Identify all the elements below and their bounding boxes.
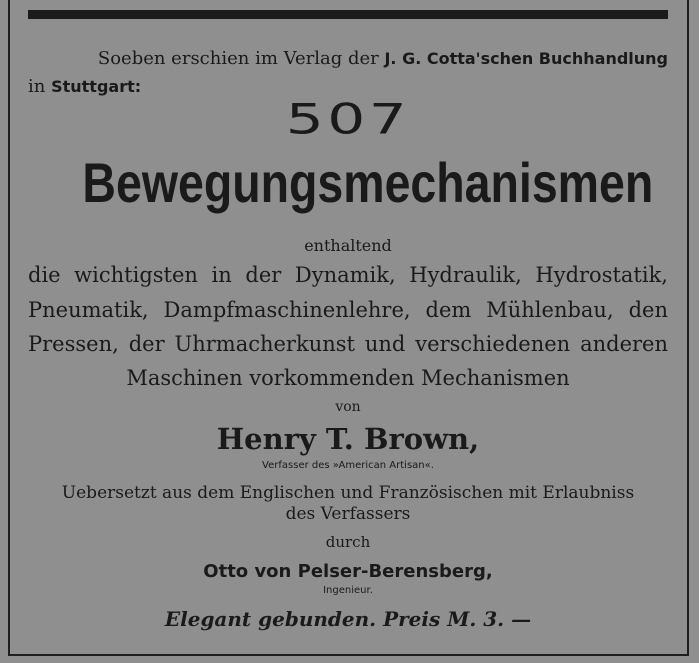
- intro-text-2: in: [28, 76, 52, 97]
- containing-label: enthaltend: [304, 236, 392, 255]
- publisher-name: J. G. Cotta'schen Buchhandlung: [384, 49, 668, 68]
- author-note: Verfasser des »American Artisan«.: [262, 460, 434, 471]
- top-rule: [28, 10, 668, 19]
- intro-line-1: [28, 48, 668, 69]
- translation-line: Uebersetzt aus dem Englischen und Französischen mit Erlaubniss: [61, 483, 635, 503]
- by-label: von: [335, 399, 361, 415]
- translator-name: Otto von Pelser-Berensberg,: [203, 561, 493, 582]
- description-line: Maschinen vorkommenden Mechanismen: [126, 366, 570, 390]
- intro-line-2: [28, 76, 668, 97]
- description-line: die wichtigsten in der Dynamik, Hydraulik, Hydrostatik,: [28, 263, 668, 287]
- book-title: Bewegungsmechanismen: [82, 151, 654, 214]
- city-name: Stuttgart:: [51, 77, 142, 96]
- mechanism-count: 507: [285, 96, 411, 144]
- translator-title: Ingenieur.: [323, 585, 373, 596]
- description-line: Pressen, der Uhrmacherkunst und verschiedenen anderen: [28, 332, 668, 356]
- price-line: Elegant gebunden. Preis M. 3. —: [164, 607, 532, 631]
- description-line: Pneumatik, Dampfmaschinenlehre, dem Mühlenbau, den: [28, 298, 668, 322]
- intro-text: Soeben erschien im Verlag der: [97, 48, 385, 69]
- author-name: Henry T. Brown,: [216, 422, 480, 456]
- translation-line: des Verfassers: [285, 504, 411, 524]
- through-label: durch: [325, 533, 371, 551]
